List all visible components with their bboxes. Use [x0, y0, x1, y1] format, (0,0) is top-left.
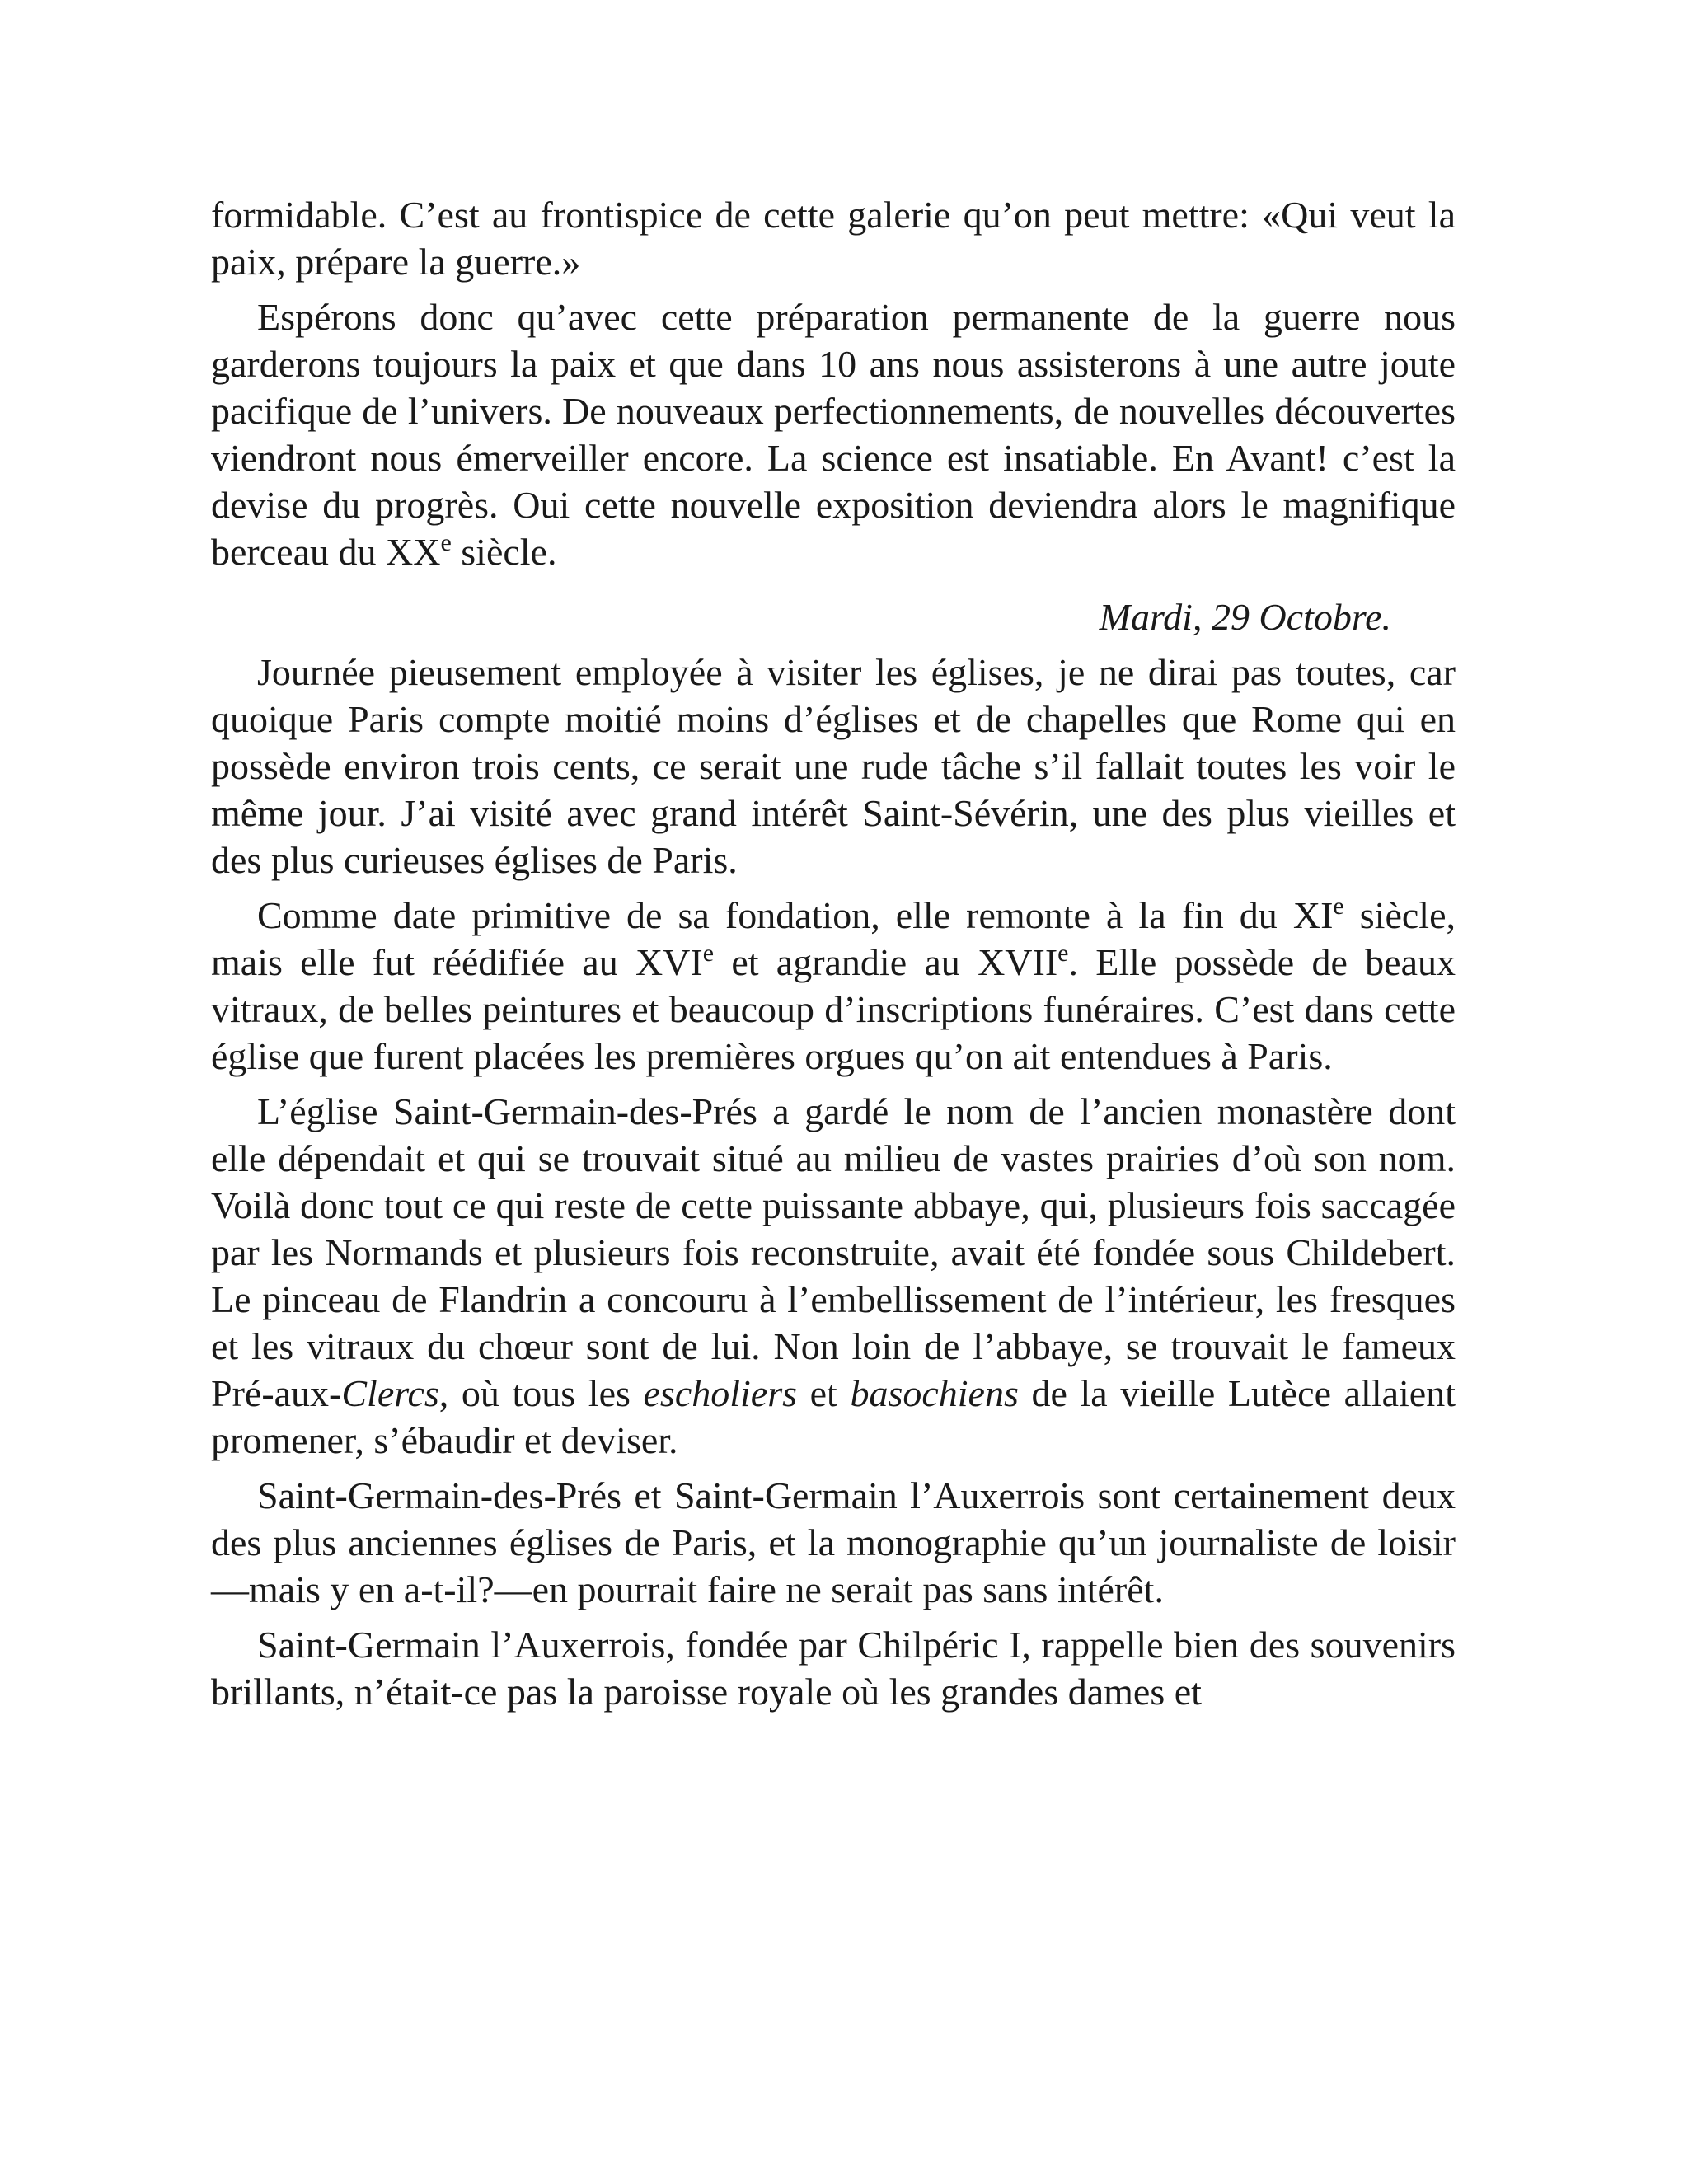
book-page: [211, 191, 1456, 1723]
text-run: Comme date primitive de sa fondation, elle remonte à la fin du XI: [257, 894, 1334, 936]
text-run: Saint-Germain l’Auxerrois, fondée par Chilpéric I, rappelle bien des souvenirs brillants, n’était-ce pas la paroisse royale où les grandes dames et: [211, 1624, 1456, 1713]
text-run: Saint-Germain-des-Prés et Saint-Germain l’Auxerrois sont certainement deux des plus anciennes églises de Paris, et la monographie qu’un journaliste de loisir—mais y en a-t-il?—en pourrait faire ne serait pas sans intérêt.: [211, 1474, 1456, 1610]
paragraph: [211, 191, 1456, 285]
text-run: L’église Saint-Germain-des-Prés a gardé le nom de l’ancien monastère dont elle dépendait et qui se trouvait situé au milieu de vastes prairies d’où son nom. Voilà donc tout ce qui reste de cette puissante abbaye, qui, plusieurs fois saccagée par les Normands et plusieurs fois reconstruite, avait été fondée sous Childebert. Le pinceau de Flandrin a concouru à l’embellissement de l’intérieur, les fresques et les vitraux du chœur sont de lui. Non loin de l’abbaye, se trouvait le fameux Pré-aux-: [211, 1090, 1456, 1414]
paragraph: [211, 649, 1456, 883]
text-run: Espérons donc qu’avec cette préparation permanente de la guerre nous garderons toujours la paix et que dans 10 ans nous assisterons à une autre joute pacifique de l’univers. De nouveaux perfectionnements, de nouvelles découvertes viendront nous émerveiller encore. La science est insatiable. En Avant! c’est la devise du progrès. Oui cette nouvelle exposition deviendra alors le magnifique berceau du XX: [211, 296, 1456, 573]
text-run: et agrandie au XVII: [714, 941, 1058, 983]
text-run: et: [797, 1372, 851, 1414]
paragraph: [211, 1088, 1456, 1464]
text-run: Mardi, 29 Octobre.: [1099, 596, 1391, 638]
superscript: e: [702, 940, 715, 967]
text-run: siècle, mais elle fut réédifiée au XVI: [211, 894, 1456, 983]
text-run: Journée pieusement employée à visiter les églises, je ne dirai pas toutes, car quoique Paris compte moitié moins d’églises et de chapelles que Rome qui en possède environ trois cents, ce serait une rude tâche s’il fallait toutes les voir le même jour. J’ai visité avec grand intérêt Saint-Sévérin, une des plus vieilles et des plus curieuses églises de Paris.: [211, 651, 1456, 881]
italic-text: Clercs: [341, 1372, 439, 1414]
italic-text: escholiers: [643, 1372, 798, 1414]
superscript: e: [440, 529, 452, 556]
text-run: , où tous les: [438, 1372, 644, 1414]
superscript: e: [1333, 893, 1344, 920]
paragraph: [211, 293, 1456, 575]
text-run: siècle.: [451, 531, 557, 573]
text-run: de la vieille Lutèce allaient promener, s’ébaudir et deviser.: [211, 1372, 1456, 1461]
paragraph: [211, 892, 1456, 1080]
italic-text: basochiens: [850, 1372, 1019, 1414]
dateline: [211, 593, 1391, 640]
text-run: formidable. C’est au frontispice de cette galerie qu’on peut mettre: «Qui veut la paix, prépare la guerre.»: [211, 194, 1456, 283]
paragraph: [211, 1472, 1456, 1613]
text-run: . Elle possède de beaux vitraux, de belles peintures et beaucoup d’inscriptions funéraires. C’est dans cette église que furent placées les premières orgues qu’on ait entendues à Paris.: [211, 941, 1456, 1077]
paragraph: [211, 1621, 1456, 1715]
superscript: e: [1057, 940, 1069, 967]
